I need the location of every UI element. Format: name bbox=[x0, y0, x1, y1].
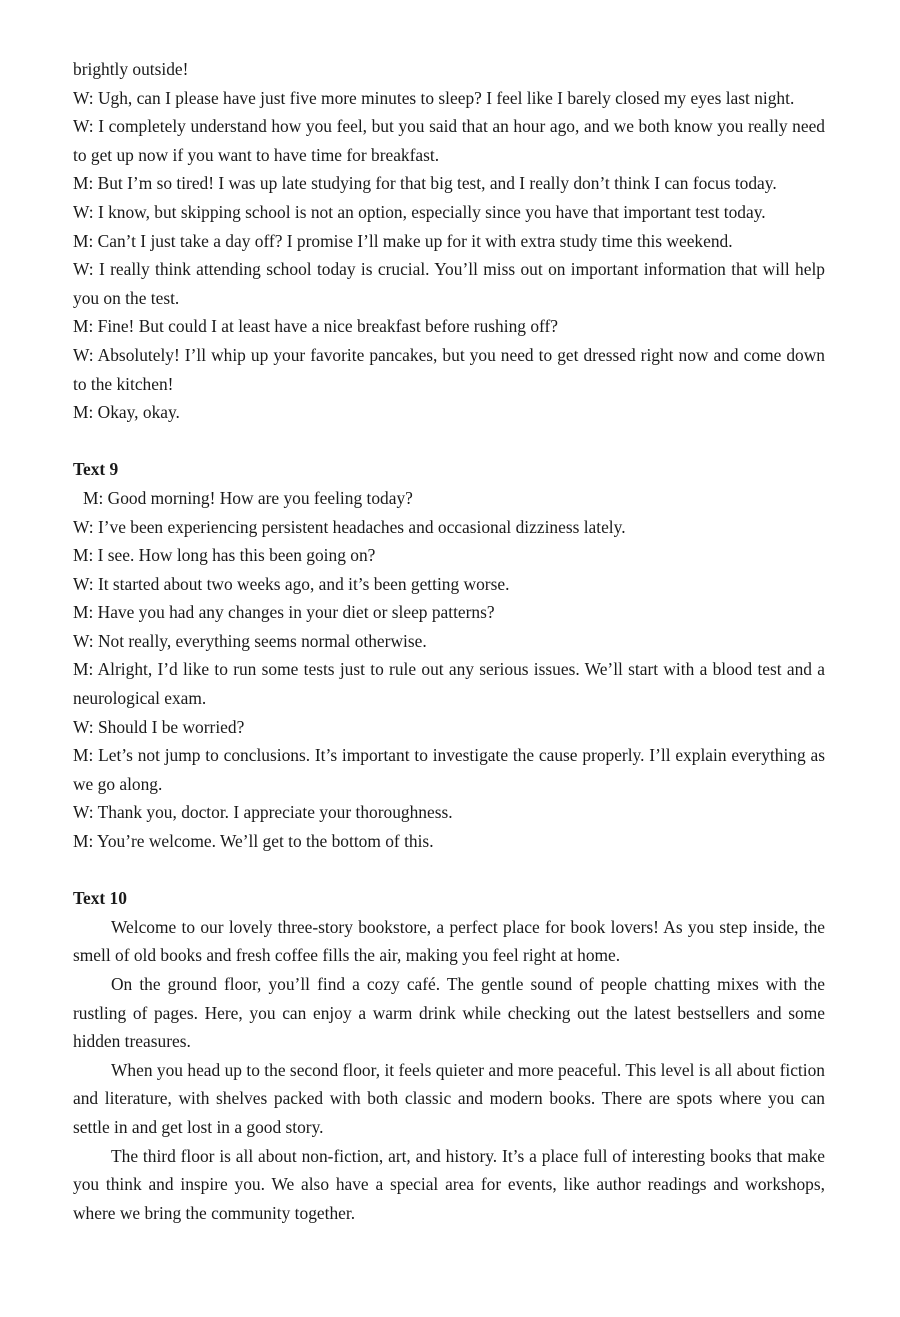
dialogue-line: W: Thank you, doctor. I appreciate your thoroughness. bbox=[73, 802, 453, 823]
dialogue-line: W: Absolutely! I’ll whip up your favorite pancakes, but you need to get dressed right now and come down to the kitchen! bbox=[73, 344, 825, 394]
section-heading: Text 10 bbox=[73, 888, 127, 909]
dialogue-line: M: Good morning! How are you feeling today? bbox=[83, 487, 413, 508]
dialogue-line: W: I really think attending school today is crucial. You’ll miss out on important information that will help you on the test. bbox=[73, 259, 825, 308]
dialogue-line: M: But I’m so tired! I was up late studying for that big test, and I really don’t think I can focus today. bbox=[73, 173, 777, 194]
dialogue-line: W: Not really, everything seems normal otherwise. bbox=[73, 630, 427, 651]
dialogue-line: M: Fine! But could I at least have a nice breakfast before rushing off? bbox=[73, 316, 559, 337]
dialogue-line: W: Ugh, can I please have just five more minutes to sleep? I feel like I barely closed my eyes last night. bbox=[73, 87, 795, 108]
text-10-section bbox=[73, 884, 825, 1227]
dialogue-line: W: It started about two weeks ago, and it’s been getting worse. bbox=[73, 573, 510, 594]
paragraph: Welcome to our lovely three-story bookstore, a perfect place for book lovers! As you step inside, the smell of old books and fresh coffee fills the air, making you feel right at home. bbox=[73, 916, 825, 966]
paragraph: On the ground floor, you’ll find a cozy café. The gentle sound of people chatting mixes with the rustling of pages. Here, you can enjoy a warm drink while checking out the latest bestsellers and some hidden treasures. bbox=[73, 974, 825, 1052]
paragraph: When you head up to the second floor, it feels quieter and more peaceful. This level is all about fiction and literature, with shelves packed with both classic and modern books. There are spots where you can settle in and get lost in a good story. bbox=[73, 1059, 825, 1137]
dialogue-line: M: You’re welcome. We’ll get to the bottom of this. bbox=[73, 831, 434, 852]
dialogue-line: M: Can’t I just take a day off? I promise I’ll make up for it with extra study time this weekend. bbox=[73, 230, 733, 251]
text-9-section bbox=[73, 455, 825, 855]
dialogue-continued bbox=[73, 55, 825, 427]
dialogue-line: M: Alright, I’d like to run some tests just to rule out any serious issues. We’ll start with a blood test and a neurological exam. bbox=[73, 659, 825, 709]
section-heading: Text 9 bbox=[73, 459, 119, 480]
dialogue-line: W: I know, but skipping school is not an option, especially since you have that important test today. bbox=[73, 201, 766, 222]
dialogue-line: M: Let’s not jump to conclusions. It’s important to investigate the cause properly. I’ll explain everything as we go along. bbox=[73, 745, 825, 794]
dialogue-line: M: Okay, okay. bbox=[73, 402, 180, 423]
dialogue-line: W: Should I be worried? bbox=[73, 716, 245, 737]
document-page bbox=[73, 55, 825, 1227]
section-gap bbox=[73, 427, 825, 456]
dialogue-line: M: I see. How long has this been going on? bbox=[73, 545, 376, 566]
dialogue-line: W: I’ve been experiencing persistent headaches and occasional dizziness lately. bbox=[73, 516, 626, 537]
section-gap bbox=[73, 856, 825, 885]
paragraph: The third floor is all about non-fiction, art, and history. It’s a place full of interesting books that make you think and inspire you. We also have a special area for events, like author readings and workshops, where we bring the community together. bbox=[73, 1145, 825, 1223]
dialogue-line: brightly outside! bbox=[73, 59, 189, 79]
dialogue-line: M: Have you had any changes in your diet or sleep patterns? bbox=[73, 602, 495, 623]
dialogue-line: W: I completely understand how you feel, but you said that an hour ago, and we both know you really need to get up now if you want to have time for breakfast. bbox=[73, 116, 825, 165]
